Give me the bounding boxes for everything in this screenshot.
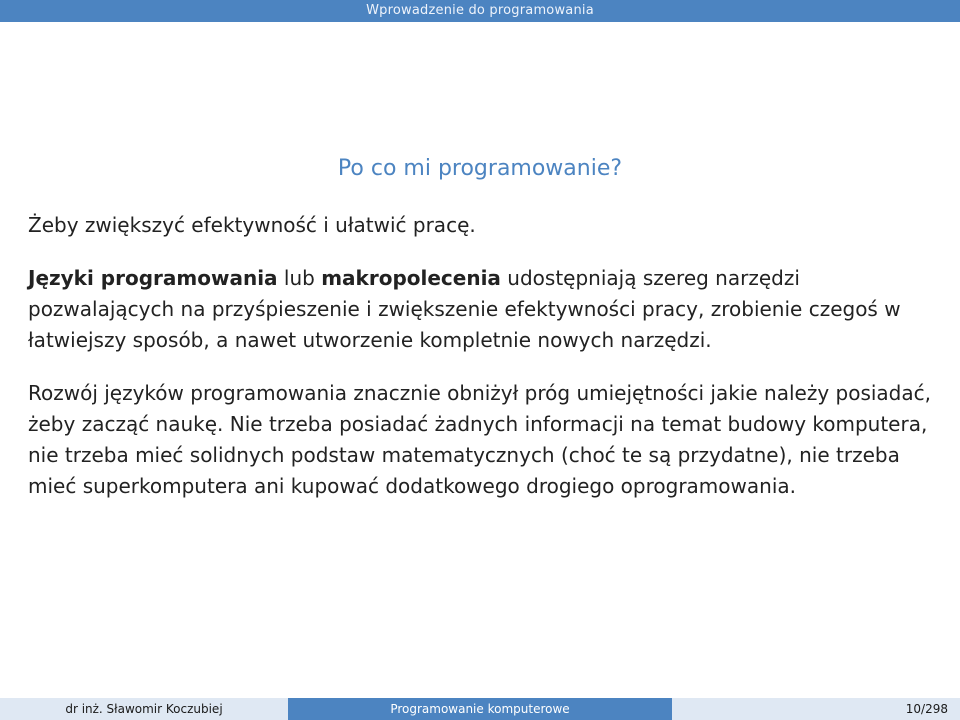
footer-author: dr inż. Sławomir Koczubiej	[0, 698, 288, 720]
paragraph-3: Rozwój języków programowania znacznie obniżył próg umiejętności jakie należy posiadać, żeby zacząć naukę. Nie trzeba posiadać żadnych informacji na temat budowy komputera, nie trzeba mieć solidnych podstaw matematycznych (choć te są przydatne), nie trzeba mieć superkomputera ani kupować dodatkowego drogiego oprogramowania.	[28, 381, 931, 498]
presentation-title: Wprowadzenie do programowania	[366, 3, 594, 18]
paragraph-2-text-2: udostępniają szereg narzędzi pozwalających na przyśpieszenie i zwiększenie efektywności pracy, zrobienie czegoś w łatwiejszy sposób, a nawet utworzenie kompletnie nowych narzędzi.	[28, 266, 901, 352]
footer	[0, 698, 960, 720]
footer-course: Programowanie komputerowe	[288, 698, 672, 720]
slide-content	[28, 210, 940, 524]
slide-title: Po co mi programowanie?	[337, 156, 623, 181]
footer-page-number: 10/298	[672, 698, 960, 720]
header-bar	[0, 0, 960, 22]
paragraph-1: Żeby zwiększyć efektywność i ułatwić pracę.	[28, 213, 476, 237]
paragraph-2-bold-1: Języki programowania	[28, 266, 278, 290]
paragraph-2-bold-2: makropolecenia	[321, 266, 501, 290]
paragraph-2-text-1: lub	[277, 266, 322, 290]
paragraph-2	[28, 263, 940, 356]
